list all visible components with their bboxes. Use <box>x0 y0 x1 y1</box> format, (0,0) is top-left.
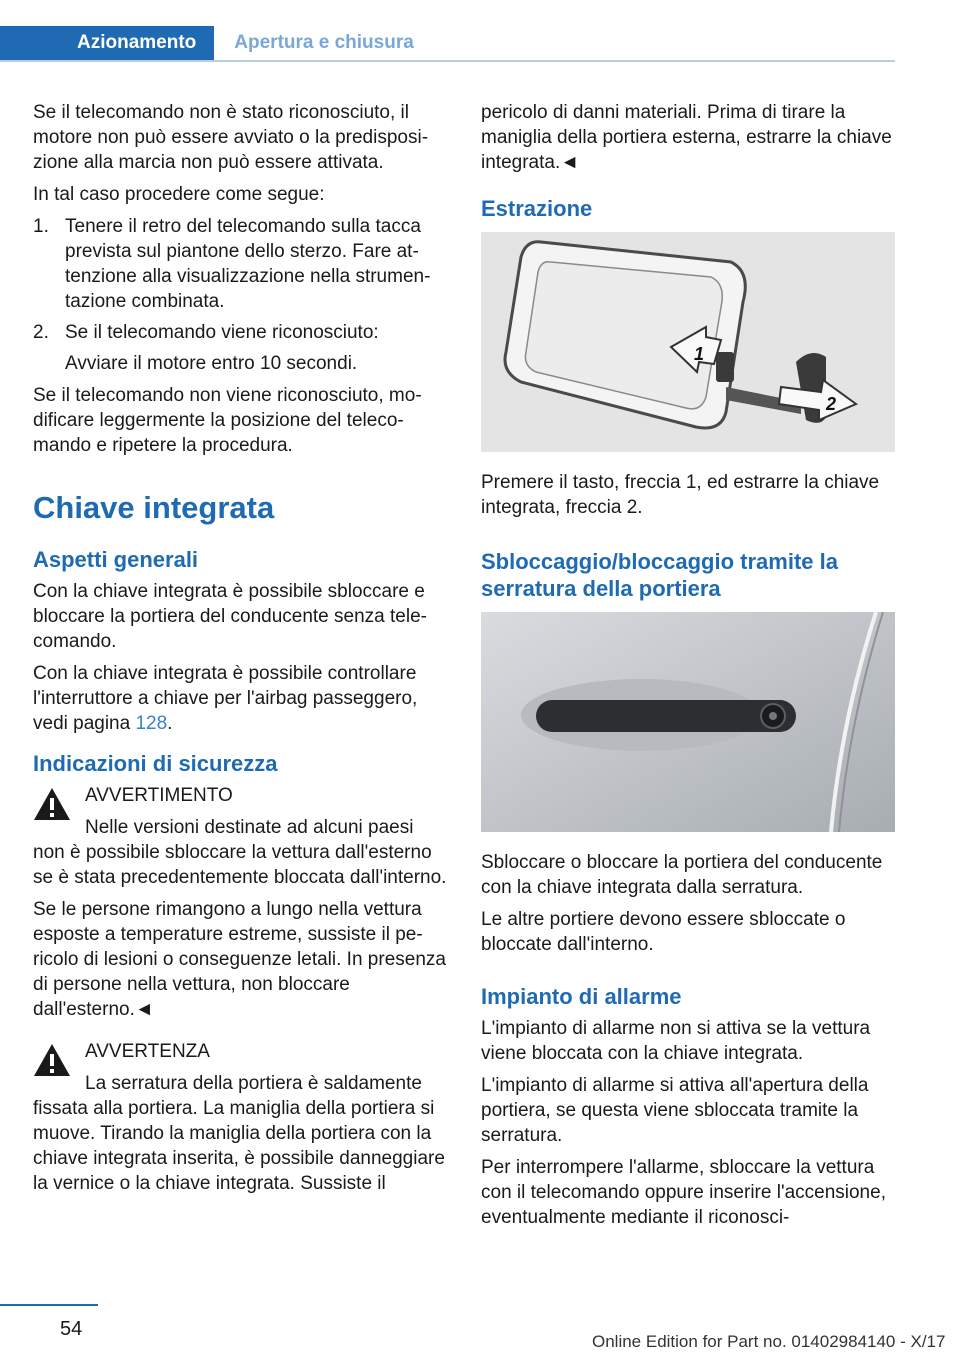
paragraph: Premere il tasto, freccia 1, ed estrarre la chiave integrata, freccia 2. <box>481 472 880 518</box>
door-photo <box>481 612 895 832</box>
arrow-label-1: 1 <box>694 344 705 364</box>
paragraph: Le altre portiere devono essere sbloccate o bloccate dall'interno. <box>481 909 846 955</box>
header-divider <box>0 60 895 62</box>
edition-text: Online Edition for Part no. 01402984140 - X/17 <box>592 1332 946 1351</box>
paragraph-text: . <box>167 713 173 734</box>
header-tabs <box>0 26 434 60</box>
subsection-title: Sbloccaggio/bloccaggio tramite la serratura della portiera <box>481 549 838 601</box>
warning-title: AVVERTIMENTO <box>85 785 233 806</box>
paragraph-text: Con la chiave integrata è possibile controllare l'interruttore a chiave per l'airbag passeggero, vedi pagina <box>33 663 418 734</box>
paragraph: Se il telecomando non viene riconosciuto, modificare leggermente la posizione del telecomando e ripetere la procedura. <box>33 385 422 456</box>
warning-text <box>33 815 447 890</box>
warning-text: Se le persone rimangono a lungo nella vettura esposte a temperature estreme, sussiste il pericolo di lesioni o conseguenze letali. In presenza di persone nella vettura, non bloccare dall'esterno.◄ <box>33 899 446 1020</box>
door-handle-illustration <box>481 612 895 832</box>
section-title: Chiave integrata <box>33 490 275 525</box>
paragraph: Per interrompere l'allarme, sbloccare la vettura con il telecomando oppure inserire l'accensione, eventualmente mediante il riconosci- <box>481 1157 886 1228</box>
list-item <box>33 214 447 314</box>
subsection-title: Indicazioni di sicurezza <box>33 751 278 776</box>
paragraph <box>33 661 447 736</box>
paragraph: L'impianto di allarme si attiva all'apertura della portiera, se questa viene sbloccata tramite la serratura. <box>481 1075 869 1146</box>
warning-text-body: Nelle versioni destinate ad alcuni paesi non è possibile sbloccare la vettura dall'esterno se è stata precedentemente bloccata dall'interno. <box>33 817 447 888</box>
list-item <box>33 320 447 345</box>
list-number: 2. <box>33 322 49 343</box>
left-column <box>33 100 447 1203</box>
key-illustration <box>481 232 895 452</box>
page-number: 54 <box>60 1318 83 1340</box>
tab-azionamento[interactable]: Azionamento <box>0 26 214 60</box>
list-number: 1. <box>33 216 49 237</box>
subsection-title: Impianto di allarme <box>481 984 682 1009</box>
subsection-title: Aspetti generali <box>33 547 199 572</box>
list-text: Tenere il retro del telecomando sulla tacca prevista sul piantone dello sterzo. Fare attenzione alla visualizzazione nella strumentazione combinata. <box>65 216 431 312</box>
tab-apertura-chiusura[interactable]: Apertura e chiusura <box>234 32 414 53</box>
paragraph: Se il telecomando non è stato riconosciuto, il motore non può essere avviato o la predisposizione alla marcia non può essere attivata. <box>33 102 429 173</box>
paragraph: Sbloccare o bloccare la portiera del conducente con la chiave integrata dalla serratura. <box>481 852 883 898</box>
paragraph: In tal caso procedere come segue: <box>33 184 325 205</box>
warning-title: AVVERTENZA <box>85 1041 210 1062</box>
footer-divider <box>0 1304 98 1306</box>
list-text: Se il telecomando viene riconosciuto: <box>65 322 379 343</box>
ordered-list <box>33 214 447 376</box>
warning-icon <box>33 1043 71 1077</box>
warning-text-body: La serratura della portiera è saldamente fissata alla portiera. La maniglia della portiera si muove. Tirando la maniglia della portiera con la chiave integrata inserita, è possibile danneggiare la vernice o la chiave integrata. Sussiste il <box>33 1073 445 1194</box>
warning-icon <box>33 787 71 821</box>
paragraph: pericolo di danni materiali. Prima di tirare la maniglia della portiera esterna, estrarre la chiave integrata.◄ <box>481 102 892 173</box>
warning-block <box>33 783 447 1022</box>
list-item-extra: Avviare il motore entro 10 secondi. <box>65 353 358 374</box>
arrow-label-2: 2 <box>826 394 837 414</box>
page-link[interactable]: 128 <box>135 713 168 734</box>
right-column <box>481 100 895 1237</box>
subsection-title: Estrazione <box>481 196 593 221</box>
paragraph: Con la chiave integrata è possibile sbloccare e bloccare la portiera del conducente senza telecomando. <box>33 581 427 652</box>
warning-block <box>33 1039 447 1196</box>
warning-text <box>33 1071 447 1196</box>
key-extraction-illustration <box>481 232 895 452</box>
paragraph: L'impianto di allarme non si attiva se la vettura viene bloccata con la chiave integrata. <box>481 1018 871 1064</box>
